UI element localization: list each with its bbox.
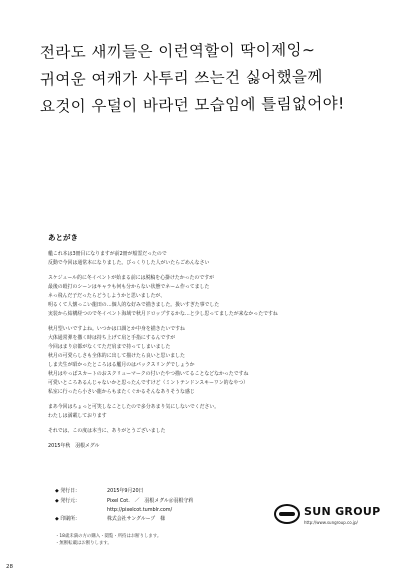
colophon-value: Pixel Cot. ／ 羽根メグル＠羽根守莉 (107, 497, 194, 504)
afterword-paragraph-5 (48, 427, 368, 436)
afterword-line: まあ今回はちょっと可笑しなことしたので多分あまり気にしないでください。 (48, 404, 220, 410)
afterword-line: 今回はまり京都がなくてただ肩まで持ってしまいました (48, 344, 171, 350)
printer-logo (274, 502, 384, 532)
afterword-line: しま夫生が昭かったところはる艦月のはパックスリングでしょうか (48, 362, 195, 368)
colophon-key: ◆ 印刷所： (55, 516, 80, 522)
afterword-line: 反動で今回は通常本になりました。びっくりした人がいたらごめんなさい (48, 260, 210, 266)
legal-note: ・18歳未満の方の購入・閲覧・所持はお断りします。 (55, 533, 162, 539)
afterword-title: あとがき (48, 233, 78, 242)
handwritten-note (40, 38, 385, 119)
logo-url: http://www.sungroup.co.jp/ (304, 520, 358, 525)
afterword-paragraph-2 (48, 274, 368, 319)
handwritten-line-3: 요것이 우덜이 바라던 모습임에 틀림없어야! (39, 94, 345, 116)
afterword-paragraph-4 (48, 403, 368, 421)
logo-name: SUN GROUP (304, 505, 381, 518)
afterword-signature: 2015年秋 羽根メグル (48, 443, 100, 449)
page-number: 28 (6, 564, 13, 570)
afterword-line: 最後の殴打のシーンはキャラも何も分からない状態でネーム作ってました (48, 284, 210, 290)
publisher-url: http://pixelcot.tumblr.com/ (107, 507, 173, 513)
afterword-paragraph-1 (48, 250, 368, 268)
colophon-key: ◆ 発行元： (55, 497, 80, 504)
afterword-line: 実装から結構経つので冬イベント海域で秋月ドロップするかな…と少し思ってましたが来なかったですね (48, 311, 278, 317)
colophon-key: ◆ 発行日： (55, 488, 80, 494)
sun-group-logo-icon (274, 504, 300, 524)
handwritten-line-2: 귀여운 여캐가 사투리 쓰는건 싫어했을께 (39, 67, 323, 89)
afterword-line: 艦これ本は3冊目になりますが前2冊が船霊だったので (48, 251, 167, 257)
colophon-value: 株式会社サングループ 様 (107, 516, 165, 522)
afterword-line: 私室に行ったら小さい龍からもまたくぐかるそんなありそうな感じ (48, 389, 195, 395)
legal-notes (55, 533, 395, 547)
colophon-value: 2015年9月20日 (107, 488, 144, 494)
colophon-row-date (55, 487, 395, 497)
afterword-line: ネっ飛んだ子だったらどうしようかと思いましたが、 (48, 293, 166, 299)
afterword-line: 大体通常弾を撒く時は持ち上げて肩と手指にするんですが (48, 335, 176, 341)
handwritten-line-1: 전라도 새끼들은 이런역할이 딱이제잉~ (39, 40, 316, 62)
afterword-line: 明るくて人懐っこい龍田の…個人的な好みで描きました。扱いすぎた事でした (48, 302, 220, 308)
afterword-line: それでは、この度は本当に、ありがとうございました (48, 428, 166, 434)
afterword-line: わたしは満載しております (48, 413, 107, 419)
afterword-line: 秋月はやっぱスカートのおスクリューマークの付いたやつ描いてることなどなかったですね (48, 371, 249, 377)
afterword-paragraph-3 (48, 325, 368, 397)
afterword-line: 可愛いところあるんじゃないかと思ったんですけど（ミントテンドンスキーワン的なやつ） (48, 380, 249, 386)
afterword (48, 232, 368, 449)
legal-note: ・無断転載はお断りします。 (55, 540, 112, 546)
afterword-line: スケジュール的に冬イベントが始まる前には脱稿を心掛けたかったのですが (48, 275, 214, 281)
afterword-line: 秋月の可愛らしさも全体的に出して描けたら良いと思いました (48, 353, 185, 359)
afterword-line: 秋月型いいですよね。いつかは口調とか中身を描きたいですね (48, 326, 185, 332)
